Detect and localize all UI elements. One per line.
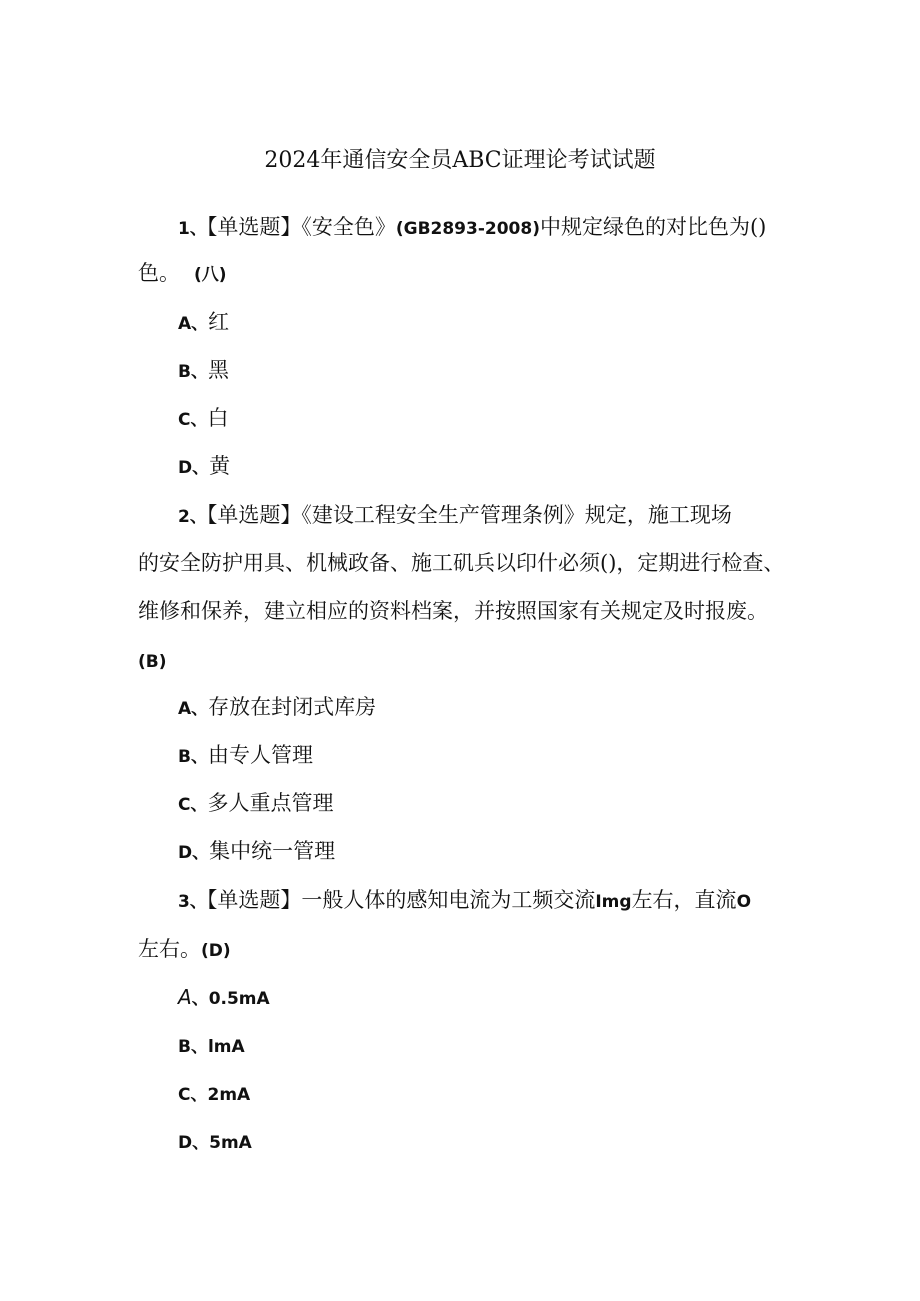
question-1-type: 【单选题】 — [206, 215, 302, 239]
question-3-text-c: 左右，直流 — [631, 888, 737, 912]
option-letter: D、 — [178, 458, 210, 478]
question-3-text-b: Img — [595, 892, 632, 912]
option-letter: C、 — [178, 795, 208, 815]
option-text: 由专人管理 — [207, 743, 313, 767]
question-2-option-d — [178, 834, 335, 870]
question-3-text-d: O — [736, 892, 752, 912]
question-3-type: 【单选题】 — [206, 888, 302, 912]
option-text: 多人重点管理 — [207, 791, 334, 815]
option-text: 集中统一管理 — [209, 839, 336, 863]
question-3-text-end: 左右。 — [138, 937, 201, 961]
question-1-option-c — [178, 401, 228, 437]
option-text: 0.5mA — [208, 989, 270, 1009]
question-1-text-end: 色。 — [138, 261, 180, 285]
question-2-line-1 — [178, 498, 732, 534]
question-1-line-2 — [138, 256, 227, 292]
question-2-line-4 — [138, 643, 167, 679]
question-2-type: 【单选题】 — [206, 503, 302, 527]
question-3-text-a: 一般人体的感知电流为工频交流 — [301, 888, 596, 912]
question-1-text-a: 《安全色》 — [301, 215, 396, 239]
option-separator: 、 — [191, 989, 209, 1009]
option-letter: A — [178, 985, 192, 1009]
question-2-option-c — [178, 786, 333, 822]
question-1-line-1 — [178, 210, 766, 246]
option-text: 黑 — [207, 358, 229, 382]
question-2-option-a — [178, 690, 376, 726]
question-3-option-b — [178, 1028, 245, 1064]
question-1-option-a — [178, 305, 229, 341]
question-2-text-1: 《建设工程安全生产管理条例》规定，施工现场 — [301, 503, 732, 527]
question-3-option-c — [178, 1076, 250, 1112]
option-letter: A、 — [178, 314, 209, 334]
question-1-option-b — [178, 353, 229, 389]
option-letter: B、 — [178, 747, 208, 767]
question-1-number: 1、 — [178, 219, 207, 239]
option-letter: B、 — [178, 1037, 208, 1057]
document-title: 2024年通信安全员ABC证理论考试试题 — [264, 148, 656, 173]
option-text: lmA — [207, 1037, 245, 1057]
option-text: 黄 — [209, 454, 231, 478]
question-3-line-1 — [178, 883, 751, 919]
option-letter: A、 — [178, 699, 209, 719]
question-1-standard: (GB2893-2008) — [395, 219, 540, 239]
question-3-option-a — [178, 980, 270, 1016]
option-text: 5mA — [209, 1133, 252, 1153]
question-3-answer: (D) — [201, 941, 231, 961]
question-2-text-3: 维修和保养，建立相应的资料档案，并按照国家有关规定及时报废。 — [138, 599, 768, 623]
question-2-answer: (B) — [138, 652, 167, 672]
question-1-option-d — [178, 449, 230, 485]
option-text: 红 — [208, 310, 230, 334]
question-3-line-2 — [138, 932, 231, 968]
question-1-answer: (八) — [194, 265, 227, 285]
option-letter: D、 — [178, 843, 210, 863]
question-2-line-2 — [138, 546, 784, 580]
question-2-number: 2、 — [178, 507, 207, 527]
option-text: 白 — [207, 406, 229, 430]
question-3-option-d — [178, 1124, 252, 1160]
option-text: 2mA — [207, 1085, 251, 1105]
option-text: 存放在封闭式库房 — [208, 695, 377, 719]
question-2-text-2: 的安全防护用具、机械政备、施工矶兵以印什必须()，定期进行检查、 — [138, 551, 785, 575]
question-3-number: 3、 — [178, 892, 207, 912]
question-2-line-3 — [138, 594, 768, 628]
option-letter: B、 — [178, 362, 208, 382]
option-letter: C、 — [178, 1085, 208, 1105]
question-2-option-b — [178, 738, 313, 774]
option-letter: C、 — [178, 410, 208, 430]
option-letter: D、 — [178, 1133, 210, 1153]
question-1-text-c: 中规定绿色的对比色为() — [539, 215, 767, 239]
